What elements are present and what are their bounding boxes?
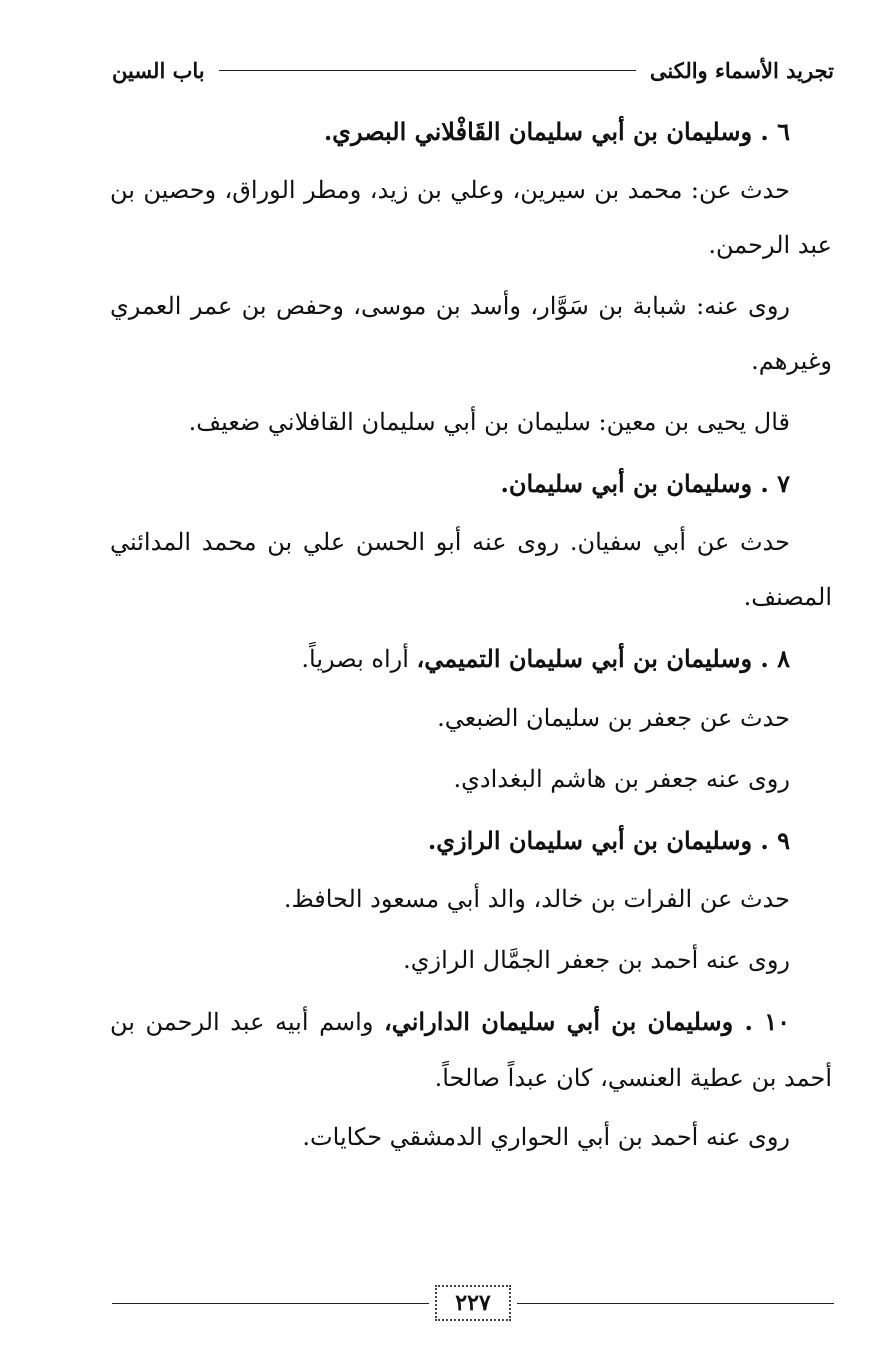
entry-heading-note: أراه بصرياً.: [301, 645, 417, 673]
page-content: [110, 104, 832, 1171]
entry-paragraph: حدث عن أبي سفيان. روى عنه أبو الحسن علي بن محمد المدائني المصنف.: [110, 528, 832, 611]
entry-heading: [110, 631, 832, 687]
entry-paragraph: روى عنه أحمد بن أبي الحواري الدمشقي حكايات.: [302, 1123, 790, 1151]
entry-paragraph: روى عنه: شبابة بن سَوَّار، وأسد بن موسى، وحفص بن عمر العمري وغيرهم.: [110, 292, 832, 375]
chapter-title: باب السين: [112, 57, 205, 83]
entry-heading: [110, 994, 832, 1106]
entry-heading-text: ٧ . وسليمان بن أبي سليمان.: [500, 469, 790, 498]
footer-rule-left: [112, 1303, 429, 1304]
running-header: [112, 50, 834, 90]
page-footer: [112, 1278, 834, 1328]
entry-paragraph: روى عنه أحمد بن جعفر الجمَّال الرازي.: [403, 946, 790, 974]
entry-paragraph: قال يحيى بن معين: سليمان بن أبي سليمان القافلاني ضعيف.: [188, 408, 790, 436]
entry-paragraph: حدث عن جعفر بن سليمان الضبعي.: [437, 704, 790, 732]
book-title: تجريد الأسماء والكنى: [649, 57, 834, 83]
page-number: ٢٢٧: [435, 1285, 510, 1321]
entry-heading: [110, 456, 832, 511]
entry-heading-text: ٩ . وسليمان بن أبي سليمان الرازي.: [427, 826, 790, 855]
entry-heading: [110, 104, 832, 159]
entry-paragraph: حدث عن: محمد بن سيرين، وعلي بن زيد، ومطر الوراق، وحصين بن عبد الرحمن.: [110, 176, 832, 259]
footer-rule-right: [517, 1303, 834, 1304]
entry-heading-text: ٨ . وسليمان بن أبي سليمان التميمي،: [416, 644, 790, 673]
entry-heading-text: ١٠ . وسليمان بن أبي سليمان الداراني،: [384, 1007, 790, 1036]
entry-paragraph: حدث عن الفرات بن خالد، والد أبي مسعود الحافظ.: [283, 885, 790, 913]
entry-heading-text: ٦ . وسليمان بن أبي سليمان القَافْلاني البصري.: [323, 117, 790, 146]
entry-heading-note: واسم أبيه عبد الرحمن بن أحمد بن عطية العنسي، كان عبداً صالحاً.: [110, 1008, 832, 1092]
entry-paragraph: روى عنه جعفر بن هاشم البغدادي.: [453, 765, 790, 793]
header-rule: [219, 70, 636, 71]
entry-heading: [110, 813, 832, 868]
